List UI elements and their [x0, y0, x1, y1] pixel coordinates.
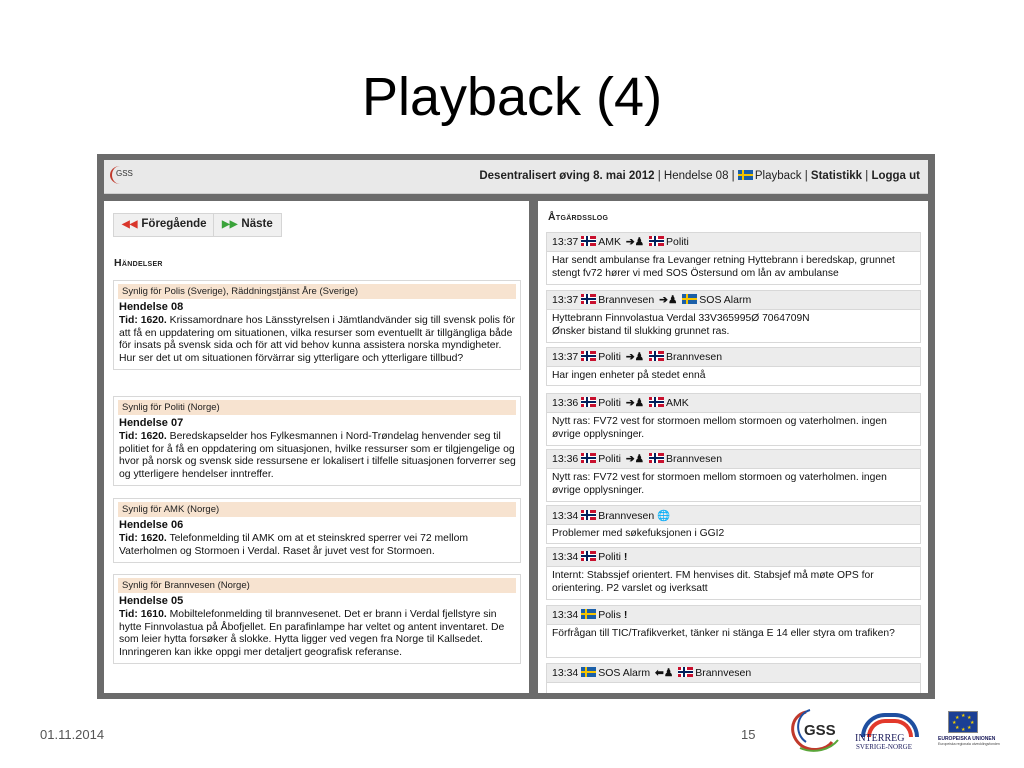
log-message: Har ingen enheter på stedet ennå	[547, 367, 920, 385]
log-time: 13:37	[552, 236, 582, 248]
forward-icon: ▶▶	[222, 219, 238, 230]
log-recipient: Brannvesen	[666, 351, 723, 363]
norway-flag-icon	[581, 397, 596, 407]
log-entry	[546, 290, 921, 343]
log-sender: Politi	[598, 351, 621, 363]
log-time: 13:34	[552, 609, 582, 621]
log-entry-header	[547, 664, 920, 683]
log-entry-header	[547, 548, 920, 567]
top-navigation: Desentralisert øving 8. mai 2012 | Hendelse 08 | Playback | Statistikk | Logga ut	[479, 170, 920, 182]
log-time: 13:34	[552, 551, 582, 563]
log-recipient: Brannvesen	[695, 667, 752, 679]
sweden-flag-icon	[581, 667, 596, 677]
log-entry-header	[547, 348, 920, 367]
norway-flag-icon	[649, 351, 664, 361]
sweden-flag-icon	[581, 609, 596, 619]
events-panel	[104, 201, 529, 693]
previous-button[interactable]: ◀◀ Föregående	[113, 213, 216, 237]
nav-logout-link[interactable]: Logga ut	[871, 170, 920, 182]
event-card	[113, 396, 521, 486]
log-message	[547, 683, 920, 693]
log-message: Förfrågan till TIC/Trafikverket, tänker ni stänga E 14 eller styra om trafiken?	[547, 625, 920, 657]
log-message: Hyttebrann Finnvolastua Verdal 33V365995Ø 7064709N Ønsker bistand til slukking grunnet ras.	[547, 310, 920, 342]
norway-flag-icon	[581, 551, 596, 561]
exercise-title: Desentralisert øving 8. mai 2012	[479, 170, 655, 182]
events-heading: Händelser	[114, 257, 163, 269]
event-visibility: Synlig för AMK (Norge)	[118, 502, 516, 517]
send-arrow-icon: ➔♟	[656, 294, 681, 306]
log-entry-header	[547, 606, 920, 625]
nav-statistics-link[interactable]: Statistikk	[810, 170, 863, 182]
gss-app-logo[interactable]: GSS	[116, 169, 133, 178]
sweden-flag-icon	[738, 170, 753, 180]
eu-flag-icon: ★ ★ ★ ★ ★ ★ ★ ★	[948, 711, 978, 733]
norway-flag-icon	[581, 294, 596, 304]
log-sender: Politi	[598, 551, 621, 563]
log-sender: SOS Alarm	[598, 667, 651, 679]
sweden-flag-icon	[682, 294, 697, 304]
log-entry	[546, 232, 921, 285]
event-visibility: Synlig för Polis (Sverige), Räddningstjänst Åre (Sverige)	[118, 284, 516, 299]
log-sender: Politi	[598, 397, 621, 409]
log-sender: Politi	[598, 453, 621, 465]
event-body: Tid: 1620. Beredskapselder hos Fylkesmannen i Nord-Trøndelag henvender seg til politiet for å få en oppdatering om situasjonen, hvilke ressurser som er tilgjengelige og hvor på norsk og svensk side ressursene er lokalisert i tilfelle situasjonen forverrer seg og ytterligere hendelser inntreffer.	[119, 431, 516, 480]
log-time: 13:36	[552, 397, 582, 409]
norway-flag-icon	[678, 667, 693, 677]
next-button[interactable]: ▶▶ Näste	[213, 213, 282, 237]
send-arrow-icon: ➔♟	[622, 351, 648, 363]
action-log-heading: Åtgärdsslog	[548, 211, 609, 223]
event-body: Tid: 1620. Telefonmelding til AMK om at et steinskred sperrer vei 72 mellom Vaterholmen og Stormoen i Verdal. Raset år juvet vest for Stormoen.	[119, 533, 469, 557]
log-entry	[546, 449, 921, 502]
log-time: 13:34	[552, 510, 582, 522]
gss-logo: GSS	[786, 706, 848, 754]
log-sender: Brannvesen	[598, 294, 655, 306]
event-body: Tid: 1610. Mobiltelefonmelding til brannvesenet. Det er brann i Verdal fjellstyre sin hytte Finnvolastua på Åbofjellet. En parafinlampe har veltet og antent inventaret. De som leier hytta forsøker å slokke. Hytta ligger ved vegen fra Norge til Kallsedet. Innringeren kan ikke oppgi mer detaljert geografisk referanse.	[119, 609, 505, 658]
event-body: Tid: 1620. Krissamordnare hos Länsstyrelsen i Jämtlandvänder sig till svensk polis för att få en uppdatering om situationen, vilka resurser som eventuellt är tillgängliga både för insats på svensk sida och för att vid behov kunna assistera norska myndigheter. Hur ser det ut om situationen förvärrar sig ytterligare och ytterligare tillbud?	[119, 315, 515, 364]
norway-flag-icon	[581, 351, 596, 361]
eu-logo: ★ ★ ★ ★ ★ ★ ★ ★ EUROPEISKA UNIONEN Europeiska regionala utvecklingsfonden	[938, 713, 1000, 746]
event-card	[113, 280, 521, 370]
norway-flag-icon	[581, 453, 596, 463]
log-message: Nytt ras: FV72 vest for stormoen mellom stormoen og vaterholmen. ingen øvrige opplysninger.	[547, 413, 920, 445]
norway-flag-icon	[581, 510, 596, 520]
log-time: 13:36	[552, 453, 582, 465]
nav-event-link[interactable]: Hendelse 08	[663, 170, 729, 182]
event-title: Hendelse 07	[119, 417, 184, 429]
log-recipient: Brannvesen	[666, 453, 723, 465]
send-arrow-icon: ➔♟	[622, 453, 648, 465]
norway-flag-icon	[649, 236, 664, 246]
norway-flag-icon	[581, 236, 596, 246]
alert-icon: !	[620, 551, 628, 563]
log-recipient: Politi	[666, 236, 689, 248]
gss-swirl-icon	[110, 166, 130, 184]
log-entry	[546, 393, 921, 446]
log-message: Internt: Stabssjef orientert. FM henvises dit. Stabsjef må møte OPS for orientering. P2 varslet og iverksatt	[547, 567, 920, 599]
app-header	[104, 160, 928, 194]
event-title: Hendelse 08	[119, 301, 184, 313]
log-entry	[546, 663, 921, 693]
log-entry-header	[547, 394, 920, 413]
slide-title: Playback (4)	[361, 67, 663, 127]
log-time: 13:37	[552, 351, 582, 363]
log-recipient: SOS Alarm	[699, 294, 752, 306]
alert-icon: !	[620, 609, 628, 621]
log-time: 13:37	[552, 294, 582, 306]
event-visibility: Synlig för Brannvesen (Norge)	[118, 578, 516, 593]
send-arrow-icon: ⬅♟	[652, 667, 677, 679]
log-entry-header	[547, 233, 920, 252]
log-entry	[546, 505, 921, 544]
log-entry	[546, 347, 921, 386]
norway-flag-icon	[649, 453, 664, 463]
log-entry	[546, 605, 921, 658]
log-entry	[546, 547, 921, 600]
event-visibility: Synlig för Politi (Norge)	[118, 400, 516, 415]
rewind-icon: ◀◀	[122, 219, 138, 230]
log-sender: AMK	[598, 236, 621, 248]
norway-flag-icon	[649, 397, 664, 407]
interreg-logo: INTERREG SVERIGE-NORGE	[853, 711, 925, 751]
event-card	[113, 498, 521, 563]
log-entry-header	[547, 450, 920, 469]
log-sender: Polis	[598, 609, 621, 621]
event-title: Hendelse 06	[119, 519, 184, 531]
nav-playback-link[interactable]: Playback	[754, 170, 802, 182]
log-sender: Brannvesen	[598, 510, 655, 522]
log-message: Nytt ras: FV72 vest for stormoen mellom stormoen og vaterholmen. ingen øvrige opplysninger.	[547, 469, 920, 501]
log-message: Har sendt ambulanse fra Levanger retning Hyttebrann i beredskap, grunnet stengt fv72 hører vi med SOS Östersund om lån av ambulanse	[547, 252, 920, 284]
app-screenshot-frame	[97, 154, 935, 699]
log-recipient: AMK	[666, 397, 689, 409]
log-message: Problemer med søkefuksjonen i GGI2	[547, 525, 920, 543]
slide-page-number: 15	[741, 727, 756, 742]
log-time: 13:34	[552, 667, 582, 679]
event-title: Hendelse 05	[119, 595, 184, 607]
log-entry-header	[547, 291, 920, 310]
event-card	[113, 574, 521, 664]
action-log-panel	[538, 201, 928, 693]
slide-date: 01.11.2014	[40, 727, 105, 742]
send-arrow-icon: ➔♟	[622, 397, 648, 409]
log-entry-header	[547, 506, 920, 525]
send-arrow-icon: ➔♟	[622, 236, 648, 248]
globe-icon: 🌐	[654, 510, 671, 522]
